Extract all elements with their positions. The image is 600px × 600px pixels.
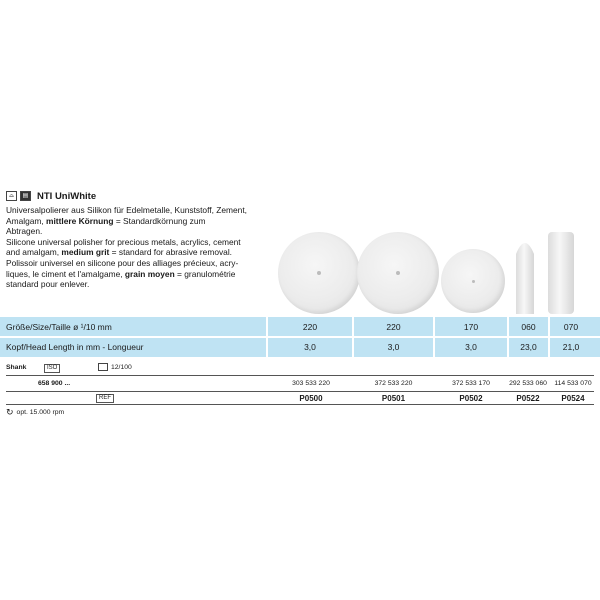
desc-fr-2: liques, le ciment et l'amalgame, grain moyen = granulométrie — [6, 268, 236, 279]
divider-line — [6, 375, 594, 376]
polisher-disc-large-2 — [357, 232, 439, 314]
article-number: 114 533 070 — [554, 380, 592, 387]
desc-de-3: Abtragen. — [6, 226, 43, 237]
shank-label: Shank — [6, 364, 27, 371]
article-number: 372 533 170 — [452, 380, 490, 387]
size-cell: 060 — [521, 322, 536, 332]
package-icon — [98, 363, 108, 371]
desc-de-2: Amalgam, mittlere Körnung = Standardkörnung zum — [6, 215, 206, 226]
product-title: NTI UniWhite — [37, 190, 97, 202]
size-label: Größe/Size/Taille ø ¹/10 mm — [6, 322, 112, 332]
desc-en-2: and amalgam, medium grit = standard for abrasive removal. — [6, 247, 233, 258]
size-cell: 220 — [386, 322, 401, 332]
polisher-disc-large-1 — [278, 232, 360, 314]
ref-code: P0500 — [299, 394, 323, 403]
article-number: 303 533 220 — [292, 380, 330, 387]
article-number: 292 533 060 — [509, 380, 547, 387]
polisher-cylinder — [545, 232, 577, 314]
ref-code: P0502 — [459, 394, 483, 403]
head-length-cell: 3,0 — [387, 342, 400, 352]
divider-line — [6, 404, 594, 405]
rpm-note — [6, 407, 64, 418]
rpm-text: opt. 15.000 rpm — [16, 409, 65, 416]
polisher-disc-small — [441, 249, 505, 313]
polisher-bullet — [512, 232, 538, 314]
desc-fr-1: Polissoir universel en silicone pour des alliages précieux, acry- — [6, 257, 239, 268]
head-length-cell: 23,0 — [520, 342, 537, 352]
pack-quantity: 12/100 — [111, 364, 132, 371]
head-length-cell: 21,0 — [562, 342, 580, 352]
size-cell: 220 — [302, 322, 318, 332]
article-prefix: 658 900 ... — [38, 380, 71, 387]
rotation-icon: ↻ — [6, 407, 14, 417]
description — [6, 205, 268, 290]
divider-line — [6, 391, 594, 392]
size-cell: 170 — [463, 322, 479, 332]
head-length-cell: 3,0 — [465, 342, 477, 352]
head-length-cell: 3,0 — [304, 342, 316, 352]
pattern-icon: ▤ — [20, 191, 31, 201]
ref-code: P0501 — [381, 394, 406, 403]
size-cell: 070 — [563, 322, 579, 332]
article-number: 372 533 220 — [374, 380, 413, 387]
iso-badge: ISO — [44, 364, 60, 373]
desc-fr-3: standard pour enlever. — [6, 279, 90, 290]
tooth-icon: ⌓ — [6, 191, 17, 201]
ref-code: P0522 — [516, 394, 540, 403]
desc-de-1: Universalpolierer aus Silikon für Edelmetalle, Kunststoff, Zement, — [6, 205, 247, 215]
product-header — [6, 190, 96, 202]
desc-en-1: Silicone universal polisher for precious metals, acrylics, cement — [6, 236, 241, 247]
head-length-label: Kopf/Head Length in mm - Longueur — [6, 342, 144, 352]
ref-code: P0524 — [561, 394, 585, 403]
ref-badge: REF — [96, 394, 114, 403]
